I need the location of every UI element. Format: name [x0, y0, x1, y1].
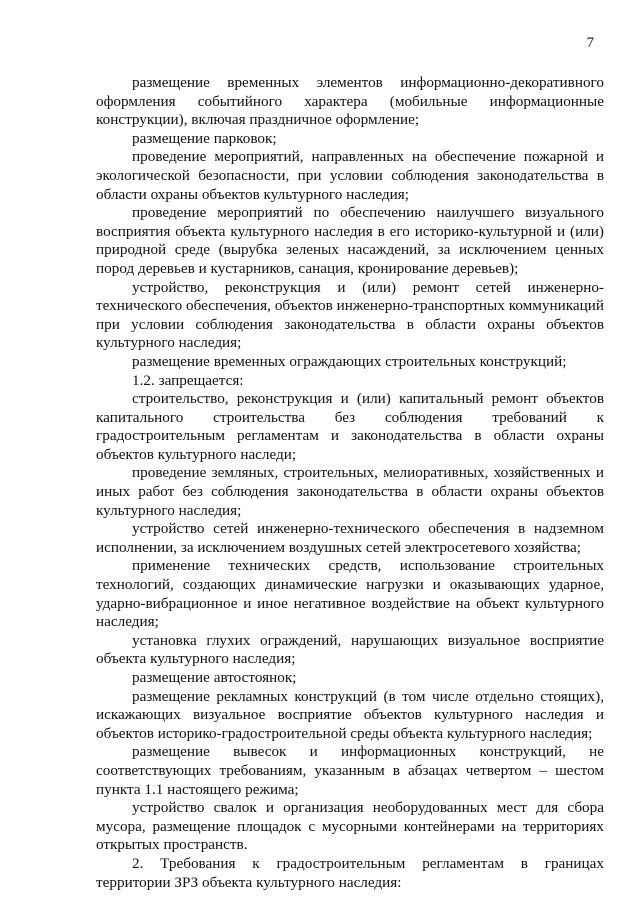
paragraph: размещение временных элементов информационно-декоративного оформления событийного характера (мобильные информационные конструкции), включая праздничное оформление;: [96, 74, 604, 129]
document-body: [96, 74, 604, 892]
page-number: 7: [586, 35, 594, 51]
paragraph: размещение парковок;: [132, 129, 277, 147]
paragraph: установка глухих ограждений, нарушающих визуальное восприятие объекта культурного наследия;: [96, 631, 604, 668]
paragraph: устройство, реконструкция и (или) ремонт сетей инженерно-технического обеспечения, объектов инженерно-транспортных коммуникаций при условии соблюдения законодательства в области охраны объектов культурного наследия;: [96, 278, 604, 352]
paragraph: применение технических средств, использование строительных технологий, создающих динамические нагрузки и оказывающих ударное, ударно-вибрационное и иное негативное воздействие на объект культурного наследия;: [96, 557, 604, 631]
paragraph: строительство, реконструкция и (или) капитальный ремонт объектов капитального строительства без соблюдения требований к градостроительным регламентам и законодательства в области охраны объектов культурного наследи;: [96, 390, 604, 463]
paragraph: проведение земляных, строительных, мелиоративных, хозяйственных и иных работ без соблюдения законодательства в области охраны объектов культурного наследия;: [96, 464, 604, 519]
paragraph: размещение временных ограждающих строительных конструкций;: [132, 352, 567, 370]
section-heading: 2. Требования к градостроительным регламентам в границах территории ЗРЗ объекта культурного наследия:: [96, 854, 604, 891]
paragraph: размещение вывесок и информационных конструкций, не соответствующих требованиям, указанным в абзацах четвертом – шестом пункта 1.1 настоящего режима;: [96, 743, 604, 798]
section-heading: 1.2. запрещается:: [132, 371, 244, 389]
paragraph: проведение мероприятий, направленных на обеспечение пожарной и экологической безопасности, при условии соблюдения законодательства в области охраны объектов культурного наследия;: [96, 148, 604, 203]
paragraph: устройство сетей инженерно-технического обеспечения в надземном исполнении, за исключением воздушных сетей электросетевого хозяйства;: [96, 520, 604, 556]
paragraph: проведение мероприятий по обеспечению наилучшего визуального восприятия объекта культурного наследия в его историко-культурной и (или) природной среде (вырубка зеленых насаждений, за исключением ценных пород деревьев и кустарников, санация, кронирование деревьев);: [96, 204, 604, 277]
paragraph: размещение рекламных конструкций (в том числе отдельно стоящих), искажающих визуальное восприятие объектов культурного наследия и объектов историко-градостроительной среды объекта культурного наследия;: [96, 687, 604, 742]
paragraph: устройство свалок и организация необорудованных мест для сбора мусора, размещение площадок с мусорными контейнерами на территориях открытых пространств.: [96, 799, 604, 854]
paragraph: размещение автостоянок;: [132, 669, 297, 686]
